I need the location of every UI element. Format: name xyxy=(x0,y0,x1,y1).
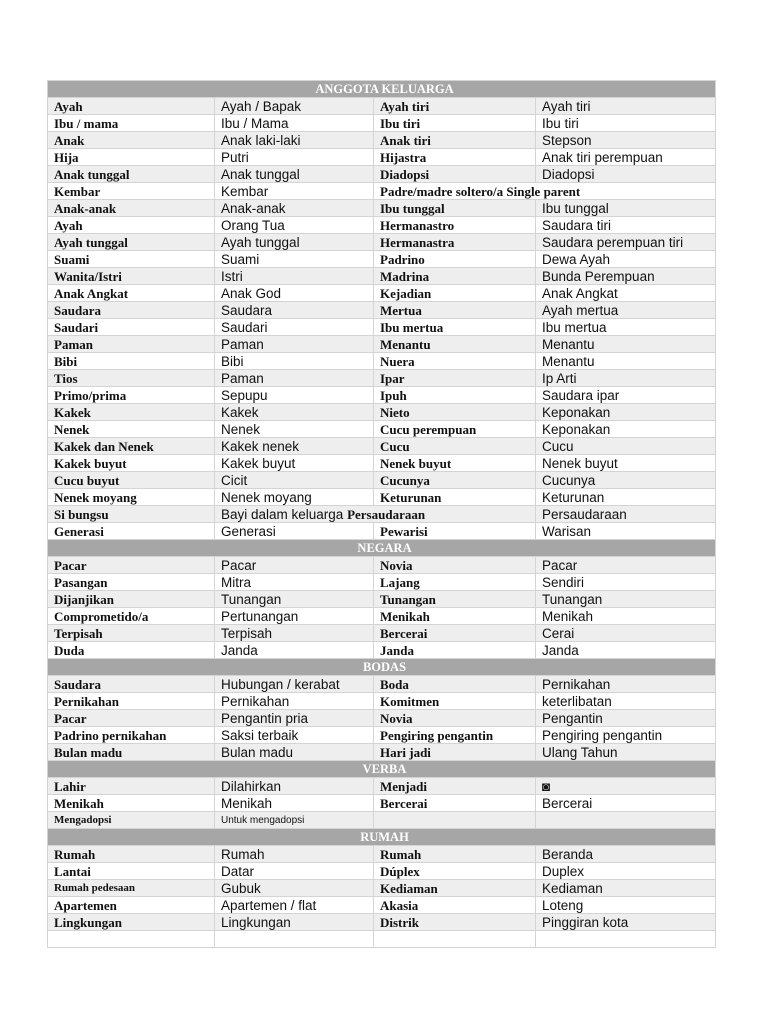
term-cell: Hari jadi xyxy=(374,744,536,761)
term-cell: Ibu tiri xyxy=(374,115,536,132)
term-cell: Lingkungan xyxy=(48,914,215,931)
translation-cell: Mitra xyxy=(215,574,374,591)
term-cell: Ibu / mama xyxy=(48,115,215,132)
translation-cell: Menantu xyxy=(536,353,716,370)
table-row xyxy=(48,472,716,489)
term-cell: Pacar xyxy=(48,557,215,574)
term-cell: Apartemen xyxy=(48,897,215,914)
table-row xyxy=(48,132,716,149)
term-cell: Nuera xyxy=(374,353,536,370)
table-row xyxy=(48,642,716,659)
translation-cell: Hubungan / kerabat xyxy=(215,676,374,693)
section-header xyxy=(48,829,716,846)
table-row xyxy=(48,846,716,863)
term-cell: Hijastra xyxy=(374,149,536,166)
term-cell: Dijanjikan xyxy=(48,591,215,608)
term-cell: Comprometido/a xyxy=(48,608,215,625)
table-row xyxy=(48,727,716,744)
translation-cell: Untuk mengadopsi xyxy=(215,812,374,829)
section-title: BODAS xyxy=(48,659,716,676)
translation-cell: Anak laki-laki xyxy=(215,132,374,149)
translation-cell: Saudara tiri xyxy=(536,217,716,234)
table-row xyxy=(48,557,716,574)
term-cell: Ibu mertua xyxy=(374,319,536,336)
term-cell: Cucu perempuan xyxy=(374,421,536,438)
translation-cell: ◙ xyxy=(536,778,716,795)
term-cell: Pasangan xyxy=(48,574,215,591)
translation-cell: Kakek xyxy=(215,404,374,421)
term-cell: Pewarisi xyxy=(374,523,536,540)
term-cell: Tios xyxy=(48,370,215,387)
translation-cell: Anak God xyxy=(215,285,374,302)
table-row xyxy=(48,302,716,319)
table-row xyxy=(48,251,716,268)
term-cell: Nenek xyxy=(48,421,215,438)
term-cell: Anak Angkat xyxy=(48,285,215,302)
term-cell: Keturunan xyxy=(374,489,536,506)
translation-cell: Persaudaraan xyxy=(536,506,716,523)
translation-cell: Menantu xyxy=(536,336,716,353)
table-row xyxy=(48,285,716,302)
translation-cell: Ayah / Bapak xyxy=(215,98,374,115)
translation-cell: Tunangan xyxy=(215,591,374,608)
translation-cell: Cucunya xyxy=(536,472,716,489)
translation-cell: Menikah xyxy=(536,608,716,625)
translation-cell: Ibu tunggal xyxy=(536,200,716,217)
table-row xyxy=(48,506,716,523)
table-row xyxy=(48,149,716,166)
table-row xyxy=(48,523,716,540)
term-cell: Rumah xyxy=(374,846,536,863)
term-cell: Generasi xyxy=(48,523,215,540)
term-cell: Terpisah xyxy=(48,625,215,642)
section-title: VERBA xyxy=(48,761,716,778)
translation-cell: Pacar xyxy=(536,557,716,574)
translation-cell: Nenek moyang xyxy=(215,489,374,506)
table-row xyxy=(48,115,716,132)
table-row xyxy=(48,336,716,353)
term-cell: Saudara xyxy=(48,302,215,319)
term-cell: Si bungsu xyxy=(48,506,215,523)
translation-cell: Kakek buyut xyxy=(215,455,374,472)
term-cell: Ayah xyxy=(48,98,215,115)
term-cell: Cucunya xyxy=(374,472,536,489)
translation-cell: Bunda Perempuan xyxy=(536,268,716,285)
translation-cell: Tunangan xyxy=(536,591,716,608)
translation-cell: Apartemen / flat xyxy=(215,897,374,914)
translation-cell: Ayah tiri xyxy=(536,98,716,115)
term-cell: Distrik xyxy=(374,914,536,931)
table-row xyxy=(48,931,716,948)
term-cell xyxy=(374,931,536,948)
table-row xyxy=(48,166,716,183)
translation-cell: keterlibatan xyxy=(536,693,716,710)
translation-cell: Terpisah xyxy=(215,625,374,642)
table-row xyxy=(48,489,716,506)
term-cell: Kejadian xyxy=(374,285,536,302)
term-cell: Lahir xyxy=(48,778,215,795)
translation-cell: Lingkungan xyxy=(215,914,374,931)
term-cell: Padrino xyxy=(374,251,536,268)
translation-cell: Cerai xyxy=(536,625,716,642)
table-row xyxy=(48,897,716,914)
term-cell: Lantai xyxy=(48,863,215,880)
section-title: ANGGOTA KELUARGA xyxy=(48,81,716,98)
term-cell: Nieto xyxy=(374,404,536,421)
term-cell: Ayah tunggal xyxy=(48,234,215,251)
term-cell xyxy=(48,931,215,948)
term-cell: Boda xyxy=(374,676,536,693)
section-header xyxy=(48,81,716,98)
translation-cell: Saksi terbaik xyxy=(215,727,374,744)
table-row xyxy=(48,863,716,880)
term-cell: Ipar xyxy=(374,370,536,387)
table-row xyxy=(48,234,716,251)
table-row xyxy=(48,455,716,472)
translation-cell: Paman xyxy=(215,370,374,387)
term-cell: Menikah xyxy=(48,795,215,812)
translation-cell: Anak tunggal xyxy=(215,166,374,183)
translation-cell: Bercerai xyxy=(536,795,716,812)
translation-cell: Ibu tiri xyxy=(536,115,716,132)
term-cell: Anak tunggal xyxy=(48,166,215,183)
term-cell: Bercerai xyxy=(374,625,536,642)
term-cell: Kediaman xyxy=(374,880,536,897)
term-cell: Hermanastro xyxy=(374,217,536,234)
table-row xyxy=(48,370,716,387)
translation-cell: Saudara ipar xyxy=(536,387,716,404)
translation-cell: Bayi dalam keluarga Persaudaraan xyxy=(215,506,536,523)
term-cell: Padrino pernikahan xyxy=(48,727,215,744)
translation-cell: Keturunan xyxy=(536,489,716,506)
translation-cell: Saudara xyxy=(215,302,374,319)
term-cell: Anak-anak xyxy=(48,200,215,217)
translation-cell: Keponakan xyxy=(536,421,716,438)
table-row xyxy=(48,98,716,115)
vocabulary-table xyxy=(47,80,716,948)
term-cell: Novia xyxy=(374,557,536,574)
term-cell: Dúplex xyxy=(374,863,536,880)
translation-cell: Pengantin pria xyxy=(215,710,374,727)
translation-cell: Ibu mertua xyxy=(536,319,716,336)
term-cell: Novia xyxy=(374,710,536,727)
translation-cell: Datar xyxy=(215,863,374,880)
table-row xyxy=(48,744,716,761)
table-row xyxy=(48,438,716,455)
table-row xyxy=(48,591,716,608)
term-cell: Kakek buyut xyxy=(48,455,215,472)
translation-cell: Ip Arti xyxy=(536,370,716,387)
translation-cell: Pacar xyxy=(215,557,374,574)
term-cell: Akasia xyxy=(374,897,536,914)
table-row xyxy=(48,710,716,727)
term-cell: Pacar xyxy=(48,710,215,727)
table-row xyxy=(48,795,716,812)
translation-cell xyxy=(536,812,716,829)
term-cell: Pengiring pengantin xyxy=(374,727,536,744)
translation-cell: Nenek buyut xyxy=(536,455,716,472)
translation-cell: Putri xyxy=(215,149,374,166)
translation-cell: Generasi xyxy=(215,523,374,540)
term-cell: Janda xyxy=(374,642,536,659)
translation-cell: Dewa Ayah xyxy=(536,251,716,268)
translation-cell: Pernikahan xyxy=(215,693,374,710)
table-row xyxy=(48,625,716,642)
table-row xyxy=(48,914,716,931)
table-row xyxy=(48,268,716,285)
term-cell: Menikah xyxy=(374,608,536,625)
translation-cell: Cucu xyxy=(536,438,716,455)
translation-cell: Stepson xyxy=(536,132,716,149)
translation-cell: Loteng xyxy=(536,897,716,914)
term-cell: Duda xyxy=(48,642,215,659)
translation-cell: Suami xyxy=(215,251,374,268)
term-cell xyxy=(374,812,536,829)
translation-cell: Pengiring pengantin xyxy=(536,727,716,744)
table-row xyxy=(48,880,716,897)
term-cell: Paman xyxy=(48,336,215,353)
term-cell: Nenek buyut xyxy=(374,455,536,472)
translation-cell: Duplex xyxy=(536,863,716,880)
table-row xyxy=(48,608,716,625)
translation-cell: Anak Angkat xyxy=(536,285,716,302)
section-title: RUMAH xyxy=(48,829,716,846)
table-row xyxy=(48,217,716,234)
section-header xyxy=(48,659,716,676)
translation-cell: Janda xyxy=(536,642,716,659)
translation-cell: Sendiri xyxy=(536,574,716,591)
term-cell: Kakek dan Nenek xyxy=(48,438,215,455)
translation-cell: Beranda xyxy=(536,846,716,863)
section-title: NEGARA xyxy=(48,540,716,557)
translation-cell: Kediaman xyxy=(536,880,716,897)
table-row xyxy=(48,421,716,438)
table-row xyxy=(48,353,716,370)
term-cell: Menjadi xyxy=(374,778,536,795)
term-cell: Madrina xyxy=(374,268,536,285)
translation-cell: Dilahirkan xyxy=(215,778,374,795)
table-row xyxy=(48,574,716,591)
table-row xyxy=(48,319,716,336)
translation-cell: Kakek nenek xyxy=(215,438,374,455)
table-row xyxy=(48,387,716,404)
term-cell: Bibi xyxy=(48,353,215,370)
table-row xyxy=(48,778,716,795)
table-row xyxy=(48,200,716,217)
term-cell: Lajang xyxy=(374,574,536,591)
term-cell: Primo/prima xyxy=(48,387,215,404)
translation-cell: Pengantin xyxy=(536,710,716,727)
term-cell: Pernikahan xyxy=(48,693,215,710)
term-cell: Komitmen xyxy=(374,693,536,710)
table-row xyxy=(48,404,716,421)
translation-cell: Paman xyxy=(215,336,374,353)
term-cell: Menantu xyxy=(374,336,536,353)
section-header xyxy=(48,761,716,778)
translation-cell: Warisan xyxy=(536,523,716,540)
translation-cell: Sepupu xyxy=(215,387,374,404)
table-row xyxy=(48,693,716,710)
term-cell: Hermanastra xyxy=(374,234,536,251)
translation-cell: Bibi xyxy=(215,353,374,370)
translation-cell: Kembar xyxy=(215,183,374,200)
translation-cell: Orang Tua xyxy=(215,217,374,234)
term-cell: Bercerai xyxy=(374,795,536,812)
translation-cell: Ayah mertua xyxy=(536,302,716,319)
term-cell: Anak xyxy=(48,132,215,149)
translation-cell: Keponakan xyxy=(536,404,716,421)
term-cell: Mengadopsi xyxy=(48,812,215,829)
translation-cell: Ayah tunggal xyxy=(215,234,374,251)
term-cell: Anak tiri xyxy=(374,132,536,149)
term-cell: Saudari xyxy=(48,319,215,336)
translation-cell: Bulan madu xyxy=(215,744,374,761)
term-cell: Rumah xyxy=(48,846,215,863)
translation-cell: Menikah xyxy=(215,795,374,812)
vocabulary-table-body xyxy=(48,81,716,948)
translation-cell: Rumah xyxy=(215,846,374,863)
table-row xyxy=(48,812,716,829)
table-row xyxy=(48,183,716,200)
term-cell: Ibu tunggal xyxy=(374,200,536,217)
translation-cell: Istri xyxy=(215,268,374,285)
section-header xyxy=(48,540,716,557)
term-cell: Mertua xyxy=(374,302,536,319)
term-cell: Hija xyxy=(48,149,215,166)
term-cell: Diadopsi xyxy=(374,166,536,183)
translation-cell: Pertunangan xyxy=(215,608,374,625)
term-cell: Tunangan xyxy=(374,591,536,608)
term-cell: Saudara xyxy=(48,676,215,693)
translation-cell xyxy=(536,931,716,948)
translation-cell: Anak-anak xyxy=(215,200,374,217)
translation-cell: Diadopsi xyxy=(536,166,716,183)
term-cell: Ayah tiri xyxy=(374,98,536,115)
term-cell: Cucu buyut xyxy=(48,472,215,489)
term-cell: Kakek xyxy=(48,404,215,421)
term-cell: Bulan madu xyxy=(48,744,215,761)
term-cell: Wanita/Istri xyxy=(48,268,215,285)
translation-cell: Ulang Tahun xyxy=(536,744,716,761)
translation-cell: Pinggiran kota xyxy=(536,914,716,931)
translation-cell: Cicit xyxy=(215,472,374,489)
translation-cell: Pernikahan xyxy=(536,676,716,693)
translation-cell: Saudari xyxy=(215,319,374,336)
translation-cell: Gubuk xyxy=(215,880,374,897)
term-cell: Suami xyxy=(48,251,215,268)
translation-cell: Ibu / Mama xyxy=(215,115,374,132)
term-cell: Ayah xyxy=(48,217,215,234)
term-cell: Kembar xyxy=(48,183,215,200)
translation-cell: Saudara perempuan tiri xyxy=(536,234,716,251)
translation-cell: Janda xyxy=(215,642,374,659)
term-cell: Ipuh xyxy=(374,387,536,404)
translation-cell xyxy=(215,931,374,948)
translation-cell: Nenek xyxy=(215,421,374,438)
term-cell: Cucu xyxy=(374,438,536,455)
table-row xyxy=(48,676,716,693)
term-cell: Rumah pedesaan xyxy=(48,880,215,897)
term-cell: Padre/madre soltero/a Single parent xyxy=(374,183,716,200)
term-cell: Nenek moyang xyxy=(48,489,215,506)
translation-cell: Anak tiri perempuan xyxy=(536,149,716,166)
